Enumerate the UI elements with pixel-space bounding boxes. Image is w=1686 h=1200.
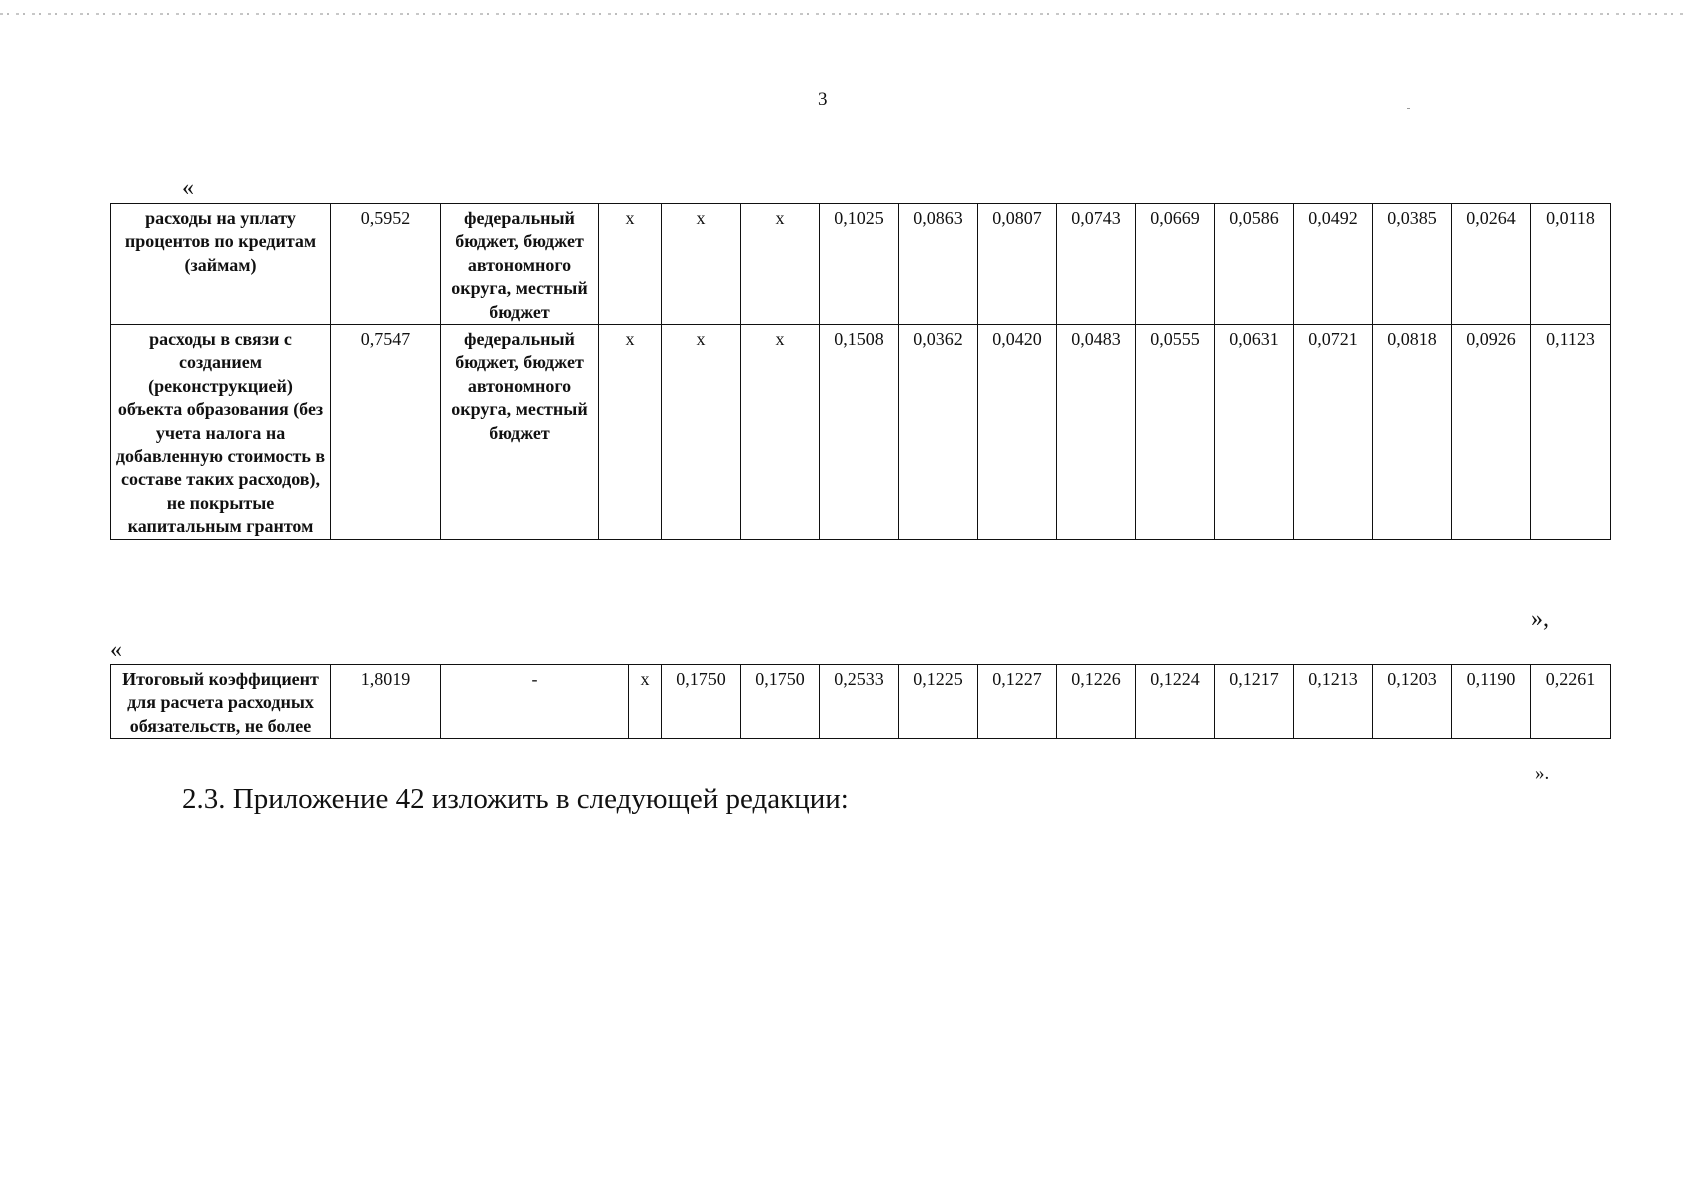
cell-value: 0,0863 bbox=[913, 208, 963, 228]
value-cell bbox=[820, 204, 899, 325]
value-cell bbox=[741, 665, 820, 739]
budget-source: - bbox=[531, 669, 538, 689]
cell-value: 0,2261 bbox=[1545, 669, 1596, 689]
value-cell bbox=[1215, 325, 1294, 540]
value-cell bbox=[1215, 204, 1294, 325]
cell-value: 0,0586 bbox=[1229, 208, 1279, 228]
value-cell bbox=[662, 325, 741, 540]
value-cell bbox=[1373, 325, 1452, 540]
value-cell bbox=[1373, 665, 1452, 739]
value-cell bbox=[1294, 204, 1373, 325]
total-cell bbox=[331, 204, 441, 325]
scan-artifact-line bbox=[0, 13, 1686, 15]
value-cell bbox=[978, 325, 1057, 540]
value-cell bbox=[1531, 665, 1611, 739]
cell-value: 0,0492 bbox=[1308, 208, 1358, 228]
opening-quote-top: « bbox=[182, 175, 194, 201]
cell-value: 0,0926 bbox=[1466, 329, 1516, 350]
value-cell bbox=[1294, 325, 1373, 540]
value-cell bbox=[662, 665, 741, 739]
coefficients-table-top bbox=[110, 203, 1611, 540]
value-cell bbox=[978, 204, 1057, 325]
table-row bbox=[111, 325, 1611, 540]
scan-speck bbox=[1407, 108, 1410, 109]
row-label-cell bbox=[111, 204, 331, 325]
value-cell bbox=[1294, 665, 1373, 739]
cell-value: х bbox=[696, 329, 706, 350]
cell-value: 0,0420 bbox=[992, 329, 1042, 350]
value-cell bbox=[662, 204, 741, 325]
cell-value: 0,0743 bbox=[1071, 208, 1121, 228]
closing-quote-period: ». bbox=[1535, 763, 1550, 784]
cell-value: 0,0118 bbox=[1546, 208, 1595, 228]
row-label-cell bbox=[111, 325, 331, 540]
value-cell bbox=[1452, 204, 1531, 325]
cell-value: 0,1190 bbox=[1466, 669, 1516, 689]
value-cell bbox=[820, 665, 899, 739]
cell-value: 0,0631 bbox=[1229, 329, 1279, 350]
value-cell bbox=[1057, 204, 1136, 325]
cell-value: 0,1225 bbox=[913, 669, 963, 689]
budget-source: федеральный бюджет, бюджет автономного округа, местный бюджет bbox=[451, 329, 588, 443]
budget-cell bbox=[441, 325, 599, 540]
value-cell bbox=[1215, 665, 1294, 739]
cell-value: 0,1213 bbox=[1308, 669, 1358, 689]
total-value: 1,8019 bbox=[360, 669, 411, 689]
value-cell bbox=[1531, 325, 1611, 540]
cell-value: х bbox=[775, 329, 785, 350]
total-value: 0,5952 bbox=[360, 208, 411, 228]
table-row bbox=[111, 204, 1611, 325]
cell-value: 0,2533 bbox=[834, 669, 884, 689]
cell-value: 0,0385 bbox=[1387, 208, 1437, 228]
value-cell bbox=[1136, 665, 1215, 739]
table-row bbox=[111, 665, 1611, 739]
value-cell bbox=[1136, 204, 1215, 325]
coefficients-table-total bbox=[110, 664, 1611, 739]
value-cell bbox=[899, 665, 978, 739]
value-cell bbox=[978, 665, 1057, 739]
value-cell bbox=[820, 325, 899, 540]
value-cell bbox=[599, 204, 662, 325]
section-heading: 2.3. Приложение 42 изложить в следующей редакции: bbox=[182, 783, 849, 815]
total-cell bbox=[331, 325, 441, 540]
cell-value: 0,0362 bbox=[913, 329, 963, 350]
value-cell bbox=[1373, 204, 1452, 325]
cell-value: 0,1025 bbox=[834, 208, 884, 228]
value-cell bbox=[899, 325, 978, 540]
cell-value: 0,1224 bbox=[1150, 669, 1200, 689]
cell-value: 0,1227 bbox=[992, 669, 1042, 689]
cell-value: 0,0807 bbox=[992, 208, 1042, 228]
value-cell bbox=[1531, 204, 1611, 325]
cell-value: 0,0818 bbox=[1387, 329, 1437, 350]
cell-value: 0,1750 bbox=[676, 669, 726, 689]
budget-source: федеральный бюджет, бюджет автономного округа, местный бюджет bbox=[451, 208, 588, 322]
value-cell bbox=[1057, 325, 1136, 540]
cell-value: 0,0721 bbox=[1308, 329, 1358, 350]
cell-value: 0,0669 bbox=[1150, 208, 1200, 228]
cell-value: х bbox=[775, 208, 785, 228]
cell-value: 0,1508 bbox=[834, 329, 884, 350]
row-label-cell bbox=[111, 665, 331, 739]
value-cell bbox=[1136, 325, 1215, 540]
value-cell bbox=[599, 325, 662, 540]
row-label: Итоговый коэффициент для расчета расходных обязательств, не более bbox=[122, 669, 319, 736]
total-cell bbox=[331, 665, 441, 739]
cell-value: 0,0555 bbox=[1150, 329, 1200, 350]
cell-value: 0,0483 bbox=[1071, 329, 1121, 350]
budget-cell bbox=[441, 204, 599, 325]
cell-value: х bbox=[625, 208, 635, 228]
value-cell bbox=[741, 204, 820, 325]
value-cell bbox=[899, 204, 978, 325]
row-label: расходы в связи с созданием (реконструкцией) объекта образования (без учета налога на добавленную стоимость в составе таких расходов), не покрытые капитальным грантом bbox=[115, 329, 326, 537]
value-cell bbox=[1452, 665, 1531, 739]
closing-quote-comma: », bbox=[1531, 606, 1549, 632]
cell-value: 0,1750 bbox=[755, 669, 805, 689]
value-cell bbox=[1452, 325, 1531, 540]
cell-value: 0,1217 bbox=[1229, 669, 1279, 689]
cell-value: х bbox=[696, 208, 706, 228]
total-value: 0,7547 bbox=[360, 329, 411, 350]
cell-value: 0,1226 bbox=[1071, 669, 1121, 689]
opening-quote-bottom: « bbox=[110, 637, 122, 663]
cell-value: х bbox=[640, 669, 650, 689]
row-label: расходы на уплату процентов по кредитам (займам) bbox=[124, 208, 317, 275]
budget-cell bbox=[441, 665, 629, 739]
value-cell bbox=[741, 325, 820, 540]
cell-value: 0,1203 bbox=[1387, 669, 1437, 689]
value-cell bbox=[629, 665, 662, 739]
cell-value: 0,1123 bbox=[1546, 329, 1595, 350]
cell-value: х bbox=[625, 329, 635, 350]
cell-value: 0,0264 bbox=[1466, 208, 1516, 228]
page-number: 3 bbox=[818, 89, 828, 110]
value-cell bbox=[1057, 665, 1136, 739]
